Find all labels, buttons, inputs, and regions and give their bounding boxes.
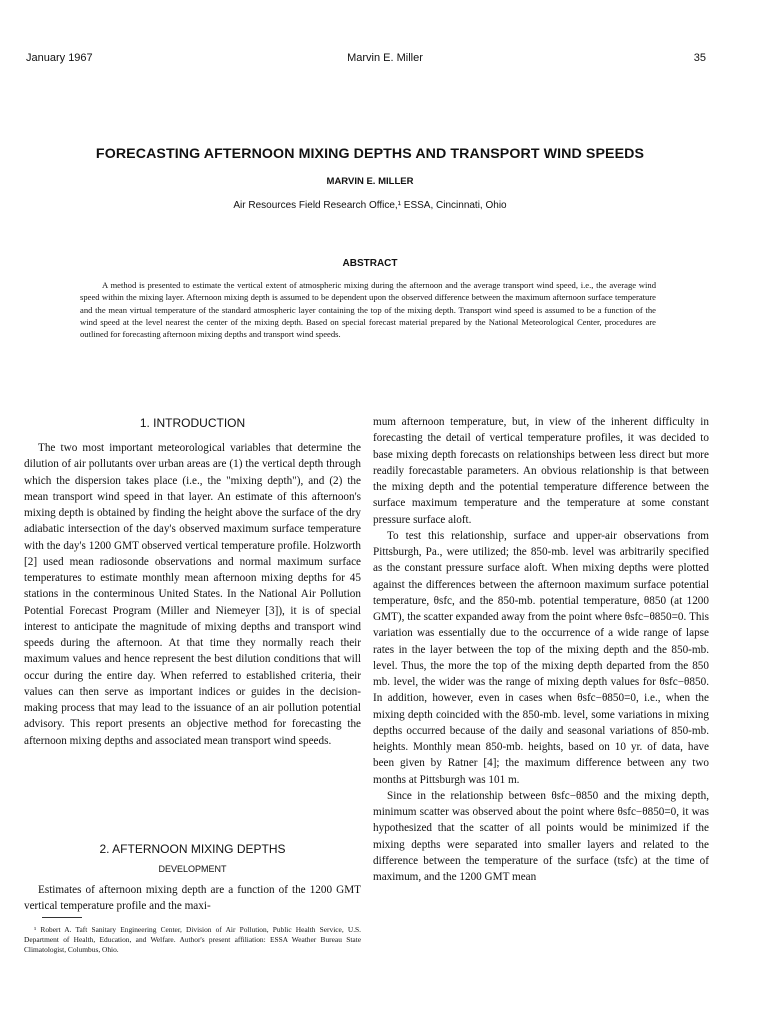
- footnote-rule: [42, 917, 82, 918]
- right-column-body: [373, 414, 709, 885]
- paper-author: MARVIN E. MILLER: [326, 176, 414, 187]
- paragraph: mum afternoon temperature, but, in view of the inherent difficulty in forecasting the detail of vertical temperature profiles, it was decided to base mixing depth forecasts on relationships between less direct but more readily forecastable parameters. An obvious relationship is that between the mixing depth and the potential temperature difference between the surface maximum temperature and the temperature at some constant pressure surface aloft.: [373, 416, 709, 526]
- author-affiliation: Air Resources Field Research Office,¹ ESSA, Cincinnati, Ohio: [233, 200, 507, 211]
- paragraph: Estimates of afternoon mixing depth are a function of the 1200 GMT vertical temperature profile and the maxi-: [24, 884, 361, 913]
- subsection-heading-development: DEVELOPMENT: [158, 864, 227, 874]
- paragraph: Since in the relationship between θsfc−θ850 and the mixing depth, minimum scatter was observed about the point where θsfc−θ850=0, it was hypothesized that the scatter of all points would be minimized if the mixing depths were separated into smaller layers and related to the difference between the temperature of the surface (tsfc) at the time of maximum, and the 1200 GMT mean: [373, 789, 709, 883]
- paper-title: FORECASTING AFTERNOON MIXING DEPTHS AND TRANSPORT WIND SPEEDS: [95, 146, 645, 162]
- footnote: ¹ Robert A. Taft Sanitary Engineering Center, Division of Air Pollution, Public Health Service, U.S. Department of Health, Education, and Welfare. Author's present affiliation: ESSA Weather Bureau State Climatologist, Columbus, Ohio.: [24, 925, 361, 955]
- running-header-date: January 1967: [26, 52, 93, 64]
- development-body: [24, 882, 361, 915]
- paragraph: The two most important meteorological variables that determine the dilution of air pollutants over urban areas are (1) the vertical depth through which the dispersion takes place (i.e., the "mixing depth"), and (2) the mean transport wind speed in that layer. An estimate of this afternoon's mixing depth is obtained by finding the height above the surface of the dry adiabatic intersection of the day's observed maximum surface temperature with the day's 1200 GMT observed vertical temperature profile. Holzworth [2] used mean radiosonde observations and normal maximum surface temperatures to estimate monthly mean afternoon mixing depths for 45 stations in the conterminous United States. In the National Air Pollution Potential Forecast Program (Miller and Niemeyer [3]), it is of special interest to anticipate the magnitude of mixing depths and transport wind speeds during the afternoon. At that time they normally reach their maximum values and hence represent the best dilution conditions that will occur during the entire day. When referred to established criteria, their values can then serve as important indices or guides in the decision-making process that may lead to the issuance of an air pollution potential advisory. This report presents an objective method for forecasting the afternoon mixing depths and associated mean transport wind speeds.: [24, 442, 361, 747]
- page-number: 35: [693, 52, 706, 64]
- running-header-author: Marvin E. Miller: [347, 52, 423, 64]
- paragraph: To test this relationship, surface and upper-air observations from Pittsburgh, Pa., were utilized; the 850-mb. level was arbitrarily specified as the constant pressure surface aloft. When mixing depths were plotted against the differences between the afternoon maximum surface potential temperature, θsfc, and the 850-mb. potential temperature, θ850 (at 1200 GMT), the scatter expanded away from the point where θsfc−θ850=0. This variation was essentially due to the occurrence of a wide range of lapse rates in the layer between the top of the mixing depth and the 850-mb. level. Thus, the more the top of the mixing depth departed from the 850 mb. level, the wider was the range of mixing depth values for θsfc−θ850. In addition, however, even in cases when θsfc−θ850=0, i.e., when the mixing depth coincided with the 850-mb. level, some variations in mixing depths occurred because of the daily and seasonal variations of 850-mb. heights. Monthly mean 850-mb. heights, based on 10 yr. of data, have been given by Ratner [4]; the maximum difference between any two months at Pittsburgh was 101 m.: [373, 529, 709, 786]
- introduction-body: [24, 440, 361, 749]
- abstract-text: A method is presented to estimate the vertical extent of atmospheric mixing during the afternoon and the average transport wind speed, i.e., the average wind speed within the mixing layer. Afternoon mixing depth is assumed to be dependent upon the observed difference between the maximum afternoon surface temperature and the mean virtual temperature of the standard atmospheric layer containing the top of the mixing depth. Transport wind speed is assumed to be a function of the wind speed at the level nearest the center of the mixing depth. Based on special forecast material prepared by the National Meteorological Center, procedures are outlined for forecasting afternoon mixing depths and transport wind speeds.: [80, 280, 656, 340]
- section-heading-mixing-depths: 2. AFTERNOON MIXING DEPTHS: [99, 842, 286, 856]
- abstract-heading: ABSTRACT: [342, 258, 398, 269]
- section-heading-introduction: 1. INTRODUCTION: [139, 416, 246, 430]
